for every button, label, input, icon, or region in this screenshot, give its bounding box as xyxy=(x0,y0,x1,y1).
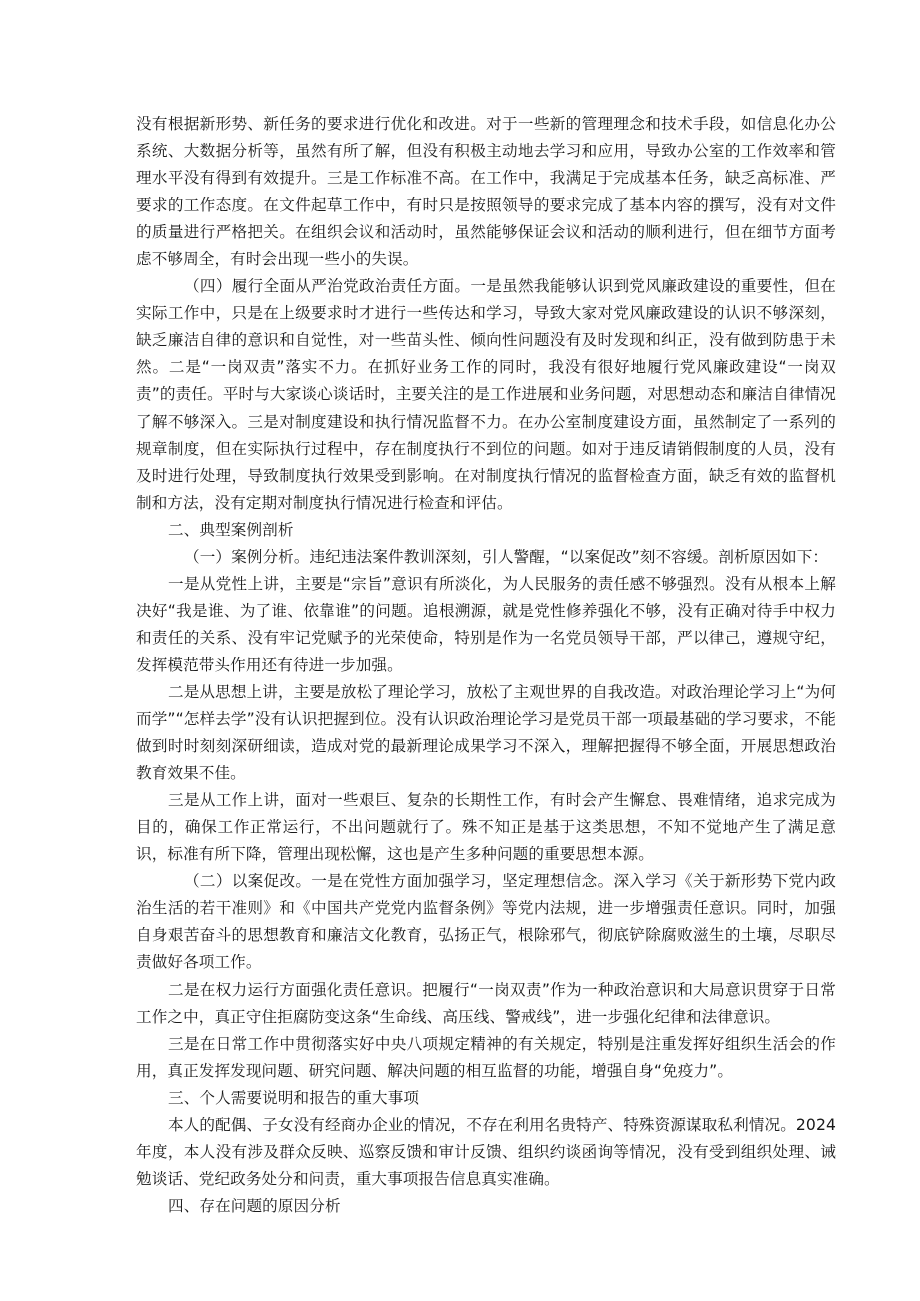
paragraph-major-matters-report: 本人的配偶、子女没有经商办企业的情况，不存在利用名贵特产、特殊资源谋取私利情况。2024年度，本人没有涉及群众反映、巡察反馈和审计反馈、组织约谈函询等情况，没有受到组织处理、诫勉谈话、党纪政务处分和问责，重大事项报告信息真实准确。 xyxy=(136,1115,836,1188)
paragraph-power-responsibility: 二是在权力运行方面强化责任意识。把履行“一岗双责”作为一种政治意识和大局意识贯穿于日常工作之中，真正守住拒腐防变这条“生命线、高压线、警戒线”，进一步强化纪律和法律意识。 xyxy=(136,980,836,1026)
section-heading-major-matters: 三、个人需要说明和报告的重大事项 xyxy=(168,1088,420,1107)
paragraph-case-analysis-intro: （一）案例分析。违纪违法案件教训深刻，引人警醒，“以案促改”刻不容缓。剖析原因如下： xyxy=(184,547,829,566)
document-body xyxy=(136,111,836,1220)
paragraph-ideology: 二是从思想上讲，主要是放松了理论学习，放松了主观世界的自我改造。对政治理论学习上“为何而学”“怎样去学”没有认识把握到位。没有认识政治理论学习是党员干部一项最基础的学习要求，不能做到时时刻刻深研细读，造成对党的最新理论成果学习不深入，理解把握得不够全面，开展思想政治教育效果不佳。 xyxy=(136,682,836,783)
section-heading-case-analysis: 二、典型案例剖析 xyxy=(168,520,294,539)
paragraph-optimization-issues: 没有根据新形势、新任务的要求进行优化和改进。对于一些新的管理理念和技术手段，如信息化办公系统、大数据分析等，虽然有所了解，但没有积极主动地去学习和应用，导致办公室的工作效率和管理水平没有得到有效提升。三是工作标准不高。在工作中，我满足于完成基本任务，缺乏高标准、严要求的工作态度。在文件起草工作中，有时只是按照领导的要求完成了基本内容的撰写，没有对文件的质量进行严格把关。在组织会议和活动时，虽然能够保证会议和活动的顺利进行，但在细节方面考虑不够周全，有时会出现一些小的失误。 xyxy=(136,115,836,269)
paragraph-party-spirit: 一是从党性上讲，主要是“宗旨”意识有所淡化，为人民服务的责任感不够强烈。没有从根本上解决好“我是谁、为了谁、依靠谁”的问题。追根溯源，就是党性修养强化不够，没有正确对待手中权力和责任的关系、没有牢记党赋予的光荣使命，特别是作为一名党员领导干部，严以律己，遵规守纪，发挥模范带头作用还有待进一步加强。 xyxy=(136,574,836,674)
paragraph-work: 三是从工作上讲，面对一些艰巨、复杂的长期性工作，有时会产生懈怠、畏难情绪，追求完成为目的，确保工作正常运行，不出问题就行了。殊不知正是基于这类思想，不知不觉地产生了满足意识，标准有所下降，管理出现松懈，这也是产生多种问题的重要思想本源。 xyxy=(136,791,836,864)
paragraph-eight-rules: 三是在日常工作中贯彻落实好中央八项规定精神的有关规定，特别是注重发挥好组织生活会的作用，真正发挥发现问题、研究问题、解决问题的相互监督的功能，增强自身“免疫力”。 xyxy=(136,1034,836,1080)
paragraph-reform-by-case: （二）以案促改。一是在党性方面加强学习，坚定理想信念。深入学习《关于新形势下党内政治生活的若干准则》和《中国共产党党内监督条例》等党内法规，进一步增强责任意识。同时，加强自身艰苦奋斗的思想教育和廉洁文化教育，弘扬正气，根除邪气，彻底铲除腐败滋生的土壤，尽职尽责做好各项工作。 xyxy=(136,872,836,972)
section-heading-cause-analysis: 四、存在问题的原因分析 xyxy=(168,1196,341,1215)
paragraph-party-discipline-responsibility: （四）履行全面从严治党政治责任方面。一是虽然我能够认识到党风廉政建设的重要性，但在实际工作中，只是在上级要求时才进行一些传达和学习，导致大家对党风廉政建设的认识不够深刻，缺乏廉洁自律的意识和自觉性，对一些苗头性、倾向性问题没有及时发现和纠正，没有做到防患于未然。二是“一岗双责”落实不力。在抓好业务工作的同时，我没有很好地履行党风廉政建设“一岗双责”的责任。平时与大家谈心谈话时，主要关注的是工作进展和业务问题，对思想动态和廉洁自律情况了解不够深入。三是对制度建设和执行情况监督不力。在办公室制度建设方面，虽然制定了一系列的规章制度，但在实际执行过程中，存在制度执行不到位的问题。如对于违反请销假制度的人员，没有及时进行处理，导致制度执行效果受到影响。在对制度执行情况的监督检查方面，缺乏有效的监督机制和方法，没有定期对制度执行情况进行检查和评估。 xyxy=(136,277,836,512)
